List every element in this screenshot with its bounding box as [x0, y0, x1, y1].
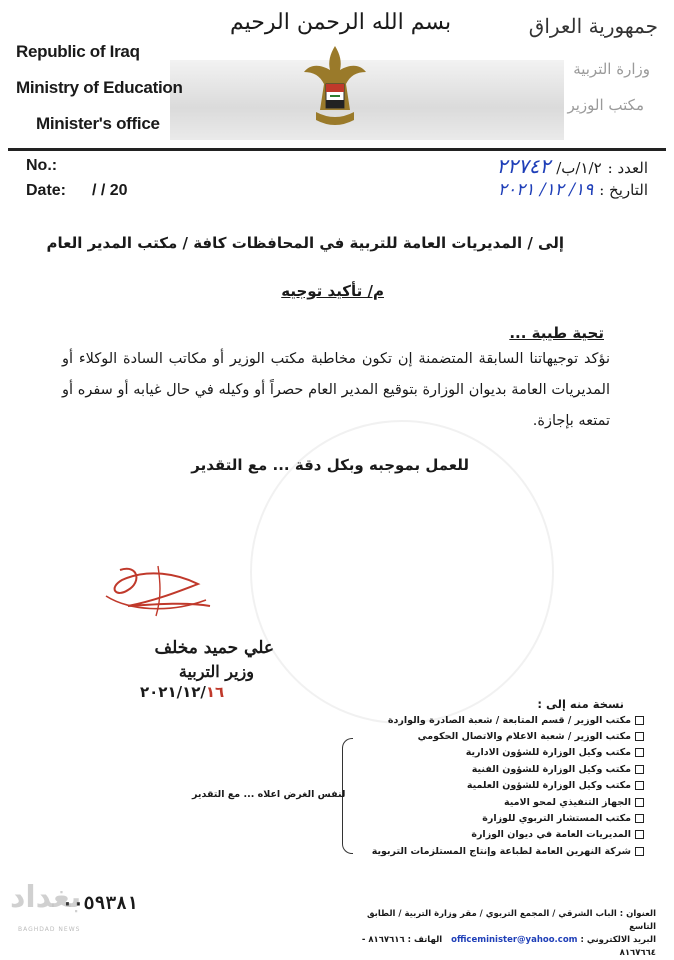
number-prefix-ar: ١/٢/ب/	[556, 159, 602, 177]
signature-date-value: ٢٠٢١/١٢/	[140, 683, 206, 701]
office-heading-ar: مكتب الوزير	[567, 96, 644, 114]
checkbox-icon	[635, 798, 644, 807]
checkbox-icon	[635, 847, 644, 856]
date-value: ١٩/ ١٢/ ٢٠٢١	[497, 180, 594, 200]
news-watermark-logo: بغداد	[10, 880, 82, 915]
checkbox-icon	[635, 732, 644, 741]
letter-body: نؤكد توجيهاتنا السابقة المتضمنة إن تكون مخاطبة مكتب الوزير أو مكاتب السادة الوكلاء أو المديريات العامة بديوان الوزارة بتوقيع المدير العام حصراً أو وكيله في حال غيابه أو سفره أو تمتعه بإجازة.	[62, 351, 610, 429]
republic-heading-en: Republic of Iraq	[16, 42, 140, 61]
signature-day-handwritten: ١٦	[205, 683, 225, 701]
date-placeholder-en: / / 20	[92, 182, 128, 199]
footer-address: العنوان : الباب الشرقي / المجمع التربوي / مقر وزارة التربية / الطابق التاسع	[367, 909, 656, 932]
greeting: تحية طيبة ...	[509, 324, 604, 342]
checkbox-icon	[635, 765, 644, 774]
signatory-name: علي حميد مخلف	[154, 638, 274, 658]
footer-phone: ٨١٦٧٦١٦ - ٨١٦٧٦٦٤	[361, 935, 656, 958]
footer-email: officeminister@yahoo.com	[451, 935, 578, 945]
signatory-title: وزير التربية	[178, 662, 254, 681]
footer	[356, 908, 656, 960]
cc-list	[344, 712, 644, 860]
ministry-heading-ar: وزارة التربية	[573, 60, 650, 78]
date-field-ar	[498, 180, 648, 200]
republic-heading-ar: جمهورية العراق	[528, 14, 658, 38]
list-item: مكتب المستشار التربوي للوزارة	[344, 810, 644, 826]
phone-label: الهاتف :	[407, 935, 443, 945]
list-item: مكتب وكيل الوزارة للشؤون العلمية	[344, 778, 644, 794]
date-label-ar: التاريخ :	[599, 181, 648, 199]
checkbox-icon	[635, 716, 644, 725]
news-watermark-subtext: BAGHDAD NEWS	[18, 926, 81, 933]
no-label-en: No.:	[26, 157, 58, 174]
iraq-eagle-emblem-icon	[300, 40, 370, 135]
footer-contact	[356, 934, 656, 960]
list-item: شركة النهرين العامة لطباعة وإنتاج المستلزمات التربوية	[344, 843, 644, 859]
list-item: مكتب وكيل الوزارة للشؤون الادارية	[344, 745, 644, 761]
list-item: الجهاز التنفيذي لمحو الامية	[344, 794, 644, 810]
header-divider	[8, 148, 666, 151]
checkbox-icon	[635, 814, 644, 823]
signature-date	[140, 683, 230, 701]
list-item: مكتب الوزير / قسم المتابعة / شعبة الصادرة والواردة	[344, 712, 644, 728]
list-item: مكتب الوزير / شعبة الاعلام والاتصال الحكومي	[344, 728, 644, 744]
closing-line: للعمل بموجبه وبكل دقة ... مع التقدير	[191, 456, 469, 474]
addressee: إلى / المديريات العامة للتربية في المحافظات كافة / مكتب المدير العام	[46, 234, 564, 252]
number-field-ar	[497, 154, 648, 178]
email-label: البريد الالكتروني :	[580, 935, 656, 945]
date-label-en: Date:	[26, 182, 67, 199]
serial-number: ٠٠٥٩٣٨١	[62, 893, 138, 914]
checkbox-icon	[635, 781, 644, 790]
cc-purpose-note: لنفس الغرض اعلاه ... مع التقدير	[192, 789, 346, 800]
ministry-heading-en: Ministry of Education	[16, 78, 183, 97]
list-item: مكتب وكيل الوزارة للشؤون الفنية	[344, 761, 644, 777]
checkbox-icon	[635, 830, 644, 839]
number-value: ٢٢٧٤٢	[496, 154, 551, 178]
office-heading-en: Minister's office	[36, 114, 160, 133]
list-item: المديريات العامة في ديوان الوزارة	[344, 827, 644, 843]
checkbox-icon	[635, 748, 644, 757]
handwritten-signature	[98, 560, 218, 630]
subject: م/ تأكيد توجيه	[281, 282, 384, 300]
basmala: بسم الله الرحمن الرحيم	[230, 10, 452, 35]
number-label-ar: العدد :	[607, 159, 648, 177]
cc-heading: نسخة منه إلى :	[537, 697, 624, 711]
